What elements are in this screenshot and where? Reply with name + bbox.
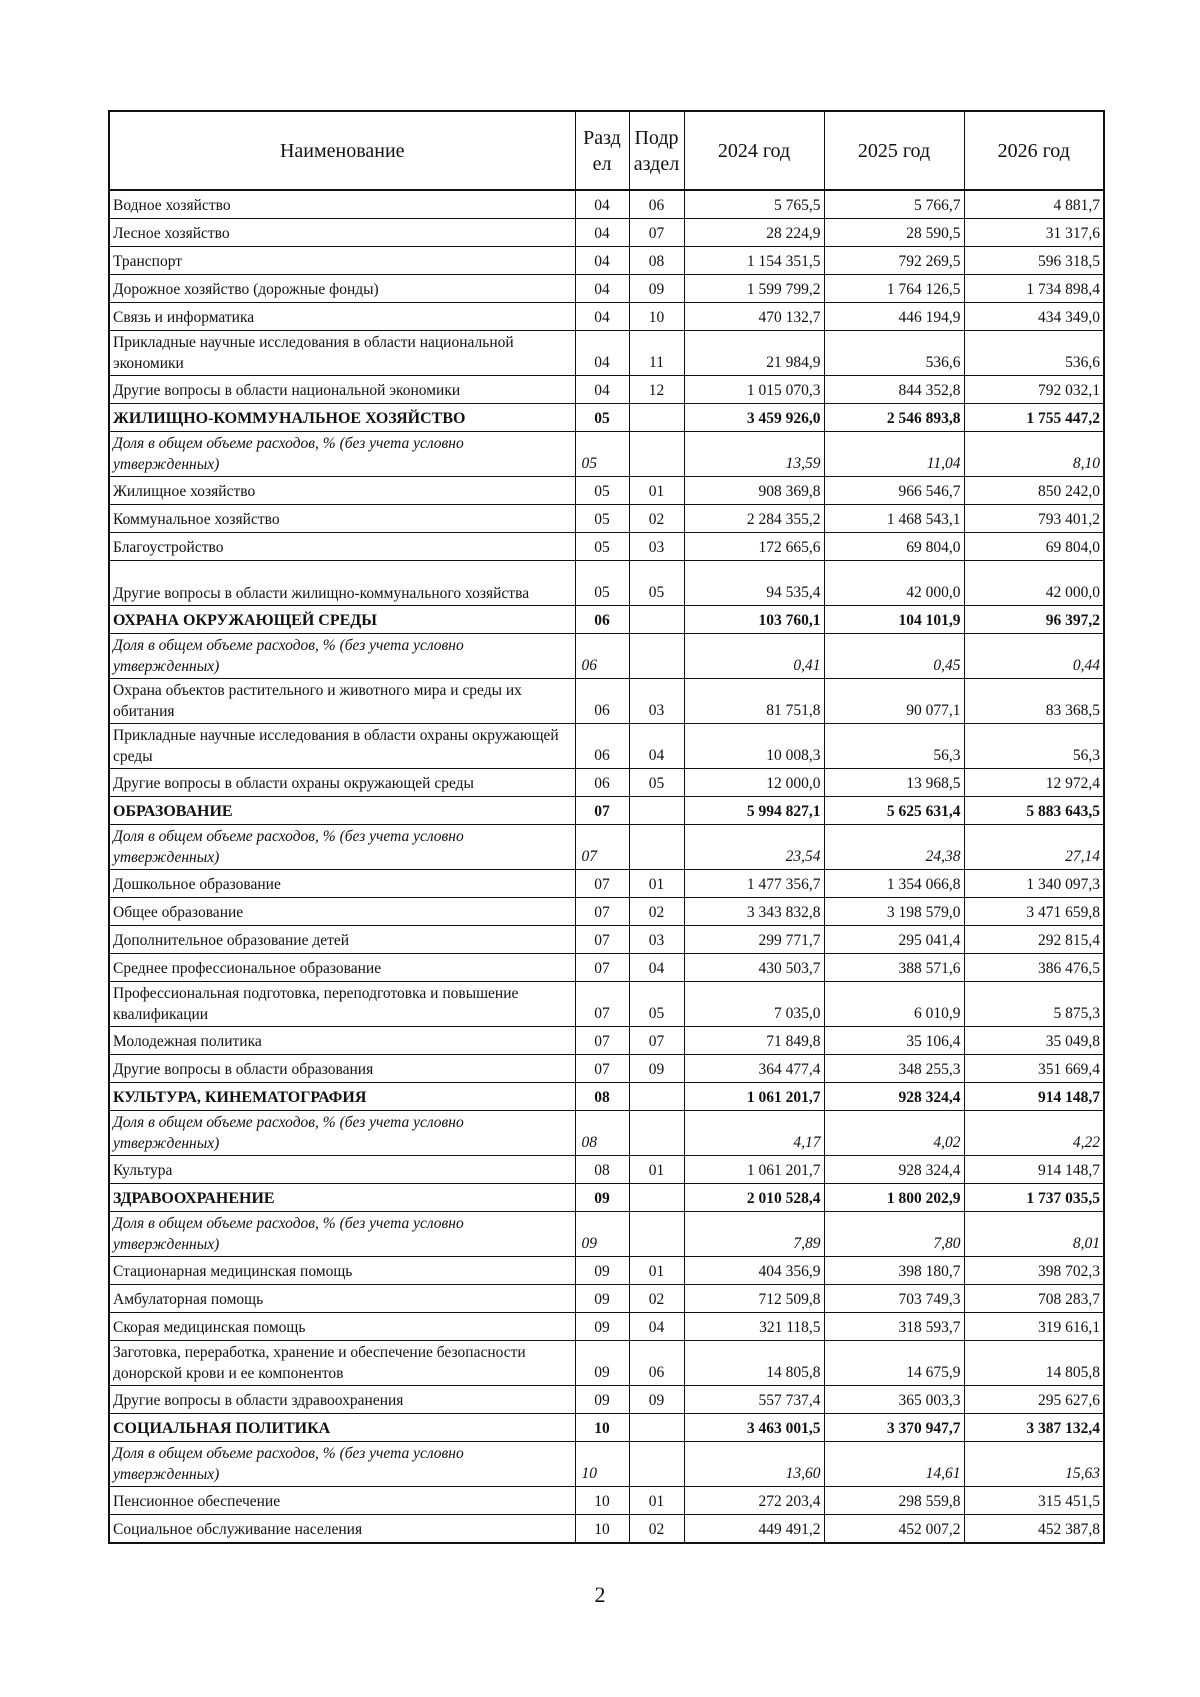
row-section-code: 06: [575, 724, 629, 769]
row-value-2024: 7 035,0: [684, 982, 824, 1027]
row-value-2024: 172 665,6: [684, 533, 824, 561]
row-section-code: 04: [575, 219, 629, 247]
row-value-2026: 452 387,8: [964, 1515, 1104, 1544]
row-value-2025: 3 370 947,7: [824, 1414, 964, 1442]
table-row: [109, 533, 1104, 561]
row-value-2025: 13 968,5: [824, 769, 964, 797]
row-name: Социальное обслуживание населения: [109, 1515, 575, 1544]
table-row: [109, 247, 1104, 275]
row-value-2024: 557 737,4: [684, 1386, 824, 1414]
row-subsection-code: 02: [629, 1285, 684, 1313]
row-subsection-code: 09: [629, 1386, 684, 1414]
row-name: Доля в общем объеме расходов, % (без учета условно утвержденных): [109, 1442, 575, 1487]
row-name: КУЛЬТУРА, КИНЕМАТОГРАФИЯ: [109, 1083, 575, 1111]
row-name: Другие вопросы в области образования: [109, 1055, 575, 1083]
row-value-2026: 4,22: [964, 1111, 1104, 1156]
row-value-2025: 703 749,3: [824, 1285, 964, 1313]
row-subsection-code: 06: [629, 1341, 684, 1386]
row-value-2026: 35 049,8: [964, 1027, 1104, 1055]
row-value-2026: 434 349,0: [964, 303, 1104, 331]
row-value-2024: 7,89: [684, 1212, 824, 1257]
row-value-2024: 13,59: [684, 432, 824, 477]
row-value-2024: 2 010 528,4: [684, 1184, 824, 1212]
row-subsection-code: [629, 1212, 684, 1257]
table-row: [109, 303, 1104, 331]
row-value-2024: 4,17: [684, 1111, 824, 1156]
row-name: Скорая медицинская помощь: [109, 1313, 575, 1341]
row-value-2025: 1 354 066,8: [824, 870, 964, 898]
table-row: [109, 898, 1104, 926]
row-section-code: 10: [575, 1442, 629, 1487]
section-row: [109, 1083, 1104, 1111]
row-value-2024: 81 751,8: [684, 679, 824, 724]
row-subsection-code: 04: [629, 1313, 684, 1341]
row-value-2025: 14 675,9: [824, 1341, 964, 1386]
row-section-code: 09: [575, 1257, 629, 1285]
row-name: Другие вопросы в области жилищно-коммунального хозяйства: [109, 561, 575, 606]
row-value-2025: 5 766,7: [824, 190, 964, 219]
row-value-2024: 3 459 926,0: [684, 404, 824, 432]
row-name: Прикладные научные исследования в области национальной экономики: [109, 331, 575, 376]
row-value-2024: 1 154 351,5: [684, 247, 824, 275]
row-value-2025: 844 352,8: [824, 376, 964, 404]
row-value-2026: 351 669,4: [964, 1055, 1104, 1083]
table-row: [109, 477, 1104, 505]
row-section-code: 05: [575, 533, 629, 561]
table-row: [109, 219, 1104, 247]
row-subsection-code: [629, 1083, 684, 1111]
table-row: [109, 926, 1104, 954]
row-subsection-code: 01: [629, 1257, 684, 1285]
table-row: [109, 1285, 1104, 1313]
row-section-code: 04: [575, 247, 629, 275]
row-subsection-code: [629, 1442, 684, 1487]
row-section-code: 07: [575, 898, 629, 926]
share-row: [109, 634, 1104, 679]
row-value-2024: 1 477 356,7: [684, 870, 824, 898]
row-value-2025: 1 764 126,5: [824, 275, 964, 303]
row-value-2026: 1 755 447,2: [964, 404, 1104, 432]
row-value-2024: 13,60: [684, 1442, 824, 1487]
section-row: [109, 404, 1104, 432]
row-value-2025: 35 106,4: [824, 1027, 964, 1055]
row-value-2024: 71 849,8: [684, 1027, 824, 1055]
row-section-code: 09: [575, 1313, 629, 1341]
row-name: Связь и информатика: [109, 303, 575, 331]
row-section-code: 05: [575, 561, 629, 606]
section-row: [109, 1414, 1104, 1442]
row-value-2026: 398 702,3: [964, 1257, 1104, 1285]
row-value-2024: 10 008,3: [684, 724, 824, 769]
row-section-code: 08: [575, 1111, 629, 1156]
row-subsection-code: [629, 1184, 684, 1212]
row-subsection-code: 05: [629, 982, 684, 1027]
row-subsection-code: [629, 606, 684, 634]
header-subsection: Подр аздел: [629, 111, 684, 190]
table-row: [109, 954, 1104, 982]
row-value-2024: 5 765,5: [684, 190, 824, 219]
row-value-2026: 708 283,7: [964, 1285, 1104, 1313]
row-value-2026: 31 317,6: [964, 219, 1104, 247]
row-value-2026: 8,10: [964, 432, 1104, 477]
row-section-code: 06: [575, 769, 629, 797]
row-name: ОХРАНА ОКРУЖАЮЩЕЙ СРЕДЫ: [109, 606, 575, 634]
share-row: [109, 825, 1104, 870]
section-row: [109, 606, 1104, 634]
row-subsection-code: 02: [629, 898, 684, 926]
row-value-2024: 0,41: [684, 634, 824, 679]
row-section-code: 07: [575, 982, 629, 1027]
row-subsection-code: [629, 825, 684, 870]
row-value-2025: 1 468 543,1: [824, 505, 964, 533]
row-value-2026: 83 368,5: [964, 679, 1104, 724]
row-name: Дорожное хозяйство (дорожные фонды): [109, 275, 575, 303]
row-value-2025: 28 590,5: [824, 219, 964, 247]
row-subsection-code: 07: [629, 1027, 684, 1055]
row-subsection-code: 08: [629, 247, 684, 275]
row-value-2024: 2 284 355,2: [684, 505, 824, 533]
row-value-2026: 596 318,5: [964, 247, 1104, 275]
row-name: Другие вопросы в области охраны окружающей среды: [109, 769, 575, 797]
share-row: [109, 432, 1104, 477]
share-row: [109, 1442, 1104, 1487]
row-section-code: 07: [575, 870, 629, 898]
row-section-code: 05: [575, 477, 629, 505]
row-name: Другие вопросы в области национальной экономики: [109, 376, 575, 404]
row-value-2026: 69 804,0: [964, 533, 1104, 561]
row-value-2025: 4,02: [824, 1111, 964, 1156]
row-value-2025: 104 101,9: [824, 606, 964, 634]
row-name: ЖИЛИЩНО-КОММУНАЛЬНОЕ ХОЗЯЙСТВО: [109, 404, 575, 432]
row-section-code: 10: [575, 1515, 629, 1544]
budget-table: [108, 110, 1105, 1544]
row-name: Доля в общем объеме расходов, % (без учета условно утвержденных): [109, 432, 575, 477]
row-section-code: 09: [575, 1285, 629, 1313]
row-value-2026: 27,14: [964, 825, 1104, 870]
row-name: Амбулаторная помощь: [109, 1285, 575, 1313]
row-value-2024: 94 535,4: [684, 561, 824, 606]
table-row: [109, 1257, 1104, 1285]
row-value-2024: 272 203,4: [684, 1487, 824, 1515]
row-value-2025: 6 010,9: [824, 982, 964, 1027]
row-section-code: 07: [575, 1055, 629, 1083]
row-subsection-code: 02: [629, 505, 684, 533]
row-section-code: 09: [575, 1386, 629, 1414]
row-name: Доля в общем объеме расходов, % (без учета условно утвержденных): [109, 825, 575, 870]
share-row: [109, 1111, 1104, 1156]
row-value-2026: 96 397,2: [964, 606, 1104, 634]
row-subsection-code: [629, 634, 684, 679]
row-value-2026: 850 242,0: [964, 477, 1104, 505]
row-section-code: 04: [575, 331, 629, 376]
row-value-2024: 3 463 001,5: [684, 1414, 824, 1442]
row-value-2025: 56,3: [824, 724, 964, 769]
row-value-2026: 1 737 035,5: [964, 1184, 1104, 1212]
row-value-2025: 2 546 893,8: [824, 404, 964, 432]
row-name: Молодежная политика: [109, 1027, 575, 1055]
row-name: ЗДРАВООХРАНЕНИЕ: [109, 1184, 575, 1212]
row-name: Доля в общем объеме расходов, % (без учета условно утвержденных): [109, 634, 575, 679]
header-year-2026: 2026 год: [964, 111, 1104, 190]
row-subsection-code: 02: [629, 1515, 684, 1544]
row-subsection-code: 01: [629, 870, 684, 898]
row-value-2026: 12 972,4: [964, 769, 1104, 797]
row-name: Транспорт: [109, 247, 575, 275]
page-number: 2: [594, 1582, 606, 1607]
row-value-2024: 21 984,9: [684, 331, 824, 376]
header-name: Наименование: [109, 111, 575, 190]
row-value-2025: 295 041,4: [824, 926, 964, 954]
row-value-2025: 11,04: [824, 432, 964, 477]
row-value-2025: 14,61: [824, 1442, 964, 1487]
row-value-2024: 28 224,9: [684, 219, 824, 247]
row-value-2024: 430 503,7: [684, 954, 824, 982]
row-subsection-code: 03: [629, 533, 684, 561]
table-row: [109, 190, 1104, 219]
row-subsection-code: 05: [629, 561, 684, 606]
section-row: [109, 797, 1104, 825]
row-value-2024: 1 015 070,3: [684, 376, 824, 404]
row-value-2025: 388 571,6: [824, 954, 964, 982]
table-row: [109, 982, 1104, 1027]
row-subsection-code: 09: [629, 1055, 684, 1083]
row-name: Профессиональная подготовка, переподготовка и повышение квалификации: [109, 982, 575, 1027]
row-value-2024: 3 343 832,8: [684, 898, 824, 926]
row-section-code: 07: [575, 1027, 629, 1055]
row-subsection-code: 10: [629, 303, 684, 331]
row-value-2026: 386 476,5: [964, 954, 1104, 982]
row-value-2024: 1 061 201,7: [684, 1156, 824, 1184]
row-section-code: 06: [575, 606, 629, 634]
row-section-code: 04: [575, 275, 629, 303]
table-row: [109, 505, 1104, 533]
row-section-code: 05: [575, 505, 629, 533]
row-section-code: 07: [575, 797, 629, 825]
header-year-2024: 2024 год: [684, 111, 824, 190]
row-name: Пенсионное обеспечение: [109, 1487, 575, 1515]
row-value-2026: 792 032,1: [964, 376, 1104, 404]
row-section-code: 05: [575, 404, 629, 432]
row-value-2025: 928 324,4: [824, 1156, 964, 1184]
row-section-code: 04: [575, 376, 629, 404]
row-value-2024: 23,54: [684, 825, 824, 870]
row-subsection-code: 01: [629, 477, 684, 505]
row-value-2025: 452 007,2: [824, 1515, 964, 1544]
row-section-code: 08: [575, 1156, 629, 1184]
row-value-2024: 14 805,8: [684, 1341, 824, 1386]
row-value-2024: 364 477,4: [684, 1055, 824, 1083]
table-row: [109, 1055, 1104, 1083]
row-value-2024: 1 599 799,2: [684, 275, 824, 303]
table-row: [109, 376, 1104, 404]
row-subsection-code: [629, 432, 684, 477]
table-row: [109, 1027, 1104, 1055]
row-value-2024: 449 491,2: [684, 1515, 824, 1544]
row-value-2026: 15,63: [964, 1442, 1104, 1487]
table-header: [109, 111, 1104, 190]
row-value-2025: 1 800 202,9: [824, 1184, 964, 1212]
header-section: Разд ел: [575, 111, 629, 190]
row-section-code: 07: [575, 825, 629, 870]
row-section-code: 09: [575, 1212, 629, 1257]
row-value-2024: 908 369,8: [684, 477, 824, 505]
header-year-2025: 2025 год: [824, 111, 964, 190]
row-name: Благоустройство: [109, 533, 575, 561]
row-value-2026: 8,01: [964, 1212, 1104, 1257]
row-value-2026: 914 148,7: [964, 1083, 1104, 1111]
row-subsection-code: [629, 1111, 684, 1156]
row-subsection-code: 03: [629, 679, 684, 724]
row-value-2026: 0,44: [964, 634, 1104, 679]
row-value-2024: 103 760,1: [684, 606, 824, 634]
section-row: [109, 1184, 1104, 1212]
row-subsection-code: 01: [629, 1156, 684, 1184]
row-value-2024: 1 061 201,7: [684, 1083, 824, 1111]
row-value-2026: 793 401,2: [964, 505, 1104, 533]
row-value-2025: 536,6: [824, 331, 964, 376]
row-section-code: 04: [575, 303, 629, 331]
row-value-2025: 318 593,7: [824, 1313, 964, 1341]
row-value-2024: 321 118,5: [684, 1313, 824, 1341]
row-subsection-code: [629, 797, 684, 825]
row-value-2025: 298 559,8: [824, 1487, 964, 1515]
row-value-2025: 348 255,3: [824, 1055, 964, 1083]
row-value-2025: 69 804,0: [824, 533, 964, 561]
row-section-code: 05: [575, 432, 629, 477]
table-row: [109, 275, 1104, 303]
row-subsection-code: 04: [629, 724, 684, 769]
row-name: Среднее профессиональное образование: [109, 954, 575, 982]
row-value-2024: 712 509,8: [684, 1285, 824, 1313]
row-name: ОБРАЗОВАНИЕ: [109, 797, 575, 825]
row-value-2026: 319 616,1: [964, 1313, 1104, 1341]
row-value-2024: 404 356,9: [684, 1257, 824, 1285]
row-section-code: 08: [575, 1083, 629, 1111]
row-value-2026: 3 471 659,8: [964, 898, 1104, 926]
row-value-2024: 5 994 827,1: [684, 797, 824, 825]
row-value-2025: 5 625 631,4: [824, 797, 964, 825]
row-section-code: 06: [575, 634, 629, 679]
share-row: [109, 1212, 1104, 1257]
row-value-2026: 5 883 643,5: [964, 797, 1104, 825]
row-subsection-code: 03: [629, 926, 684, 954]
table-row: [109, 679, 1104, 724]
row-subsection-code: 01: [629, 1487, 684, 1515]
row-name: Культура: [109, 1156, 575, 1184]
row-name: Прикладные научные исследования в области охраны окружающей среды: [109, 724, 575, 769]
row-value-2025: 7,80: [824, 1212, 964, 1257]
row-section-code: 06: [575, 679, 629, 724]
row-value-2026: 56,3: [964, 724, 1104, 769]
row-name: Доля в общем объеме расходов, % (без учета условно утвержденных): [109, 1212, 575, 1257]
row-name: Доля в общем объеме расходов, % (без учета условно утвержденных): [109, 1111, 575, 1156]
row-section-code: 09: [575, 1184, 629, 1212]
row-value-2026: 1 734 898,4: [964, 275, 1104, 303]
table-row: [109, 1515, 1104, 1544]
row-subsection-code: 04: [629, 954, 684, 982]
row-value-2025: 966 546,7: [824, 477, 964, 505]
header-row: [109, 111, 1104, 190]
row-value-2026: 1 340 097,3: [964, 870, 1104, 898]
row-value-2026: 14 805,8: [964, 1341, 1104, 1386]
row-name: Заготовка, переработка, хранение и обеспечение безопасности донорской крови и ее компонентов: [109, 1341, 575, 1386]
table-row: [109, 724, 1104, 769]
row-value-2025: 42 000,0: [824, 561, 964, 606]
table-row: [109, 870, 1104, 898]
row-value-2024: 12 000,0: [684, 769, 824, 797]
row-value-2025: 3 198 579,0: [824, 898, 964, 926]
table-row: [109, 1341, 1104, 1386]
row-value-2024: 470 132,7: [684, 303, 824, 331]
row-value-2026: 5 875,3: [964, 982, 1104, 1027]
row-subsection-code: [629, 1414, 684, 1442]
row-value-2026: 295 627,6: [964, 1386, 1104, 1414]
table-row: [109, 1156, 1104, 1184]
row-name: Лесное хозяйство: [109, 219, 575, 247]
row-value-2026: 3 387 132,4: [964, 1414, 1104, 1442]
row-value-2025: 398 180,7: [824, 1257, 964, 1285]
row-value-2025: 928 324,4: [824, 1083, 964, 1111]
row-value-2025: 0,45: [824, 634, 964, 679]
row-value-2026: 315 451,5: [964, 1487, 1104, 1515]
table-row: [109, 1487, 1104, 1515]
row-section-code: 07: [575, 954, 629, 982]
row-value-2025: 90 077,1: [824, 679, 964, 724]
row-value-2026: 42 000,0: [964, 561, 1104, 606]
row-subsection-code: 06: [629, 190, 684, 219]
row-name: Дошкольное образование: [109, 870, 575, 898]
row-value-2025: 365 003,3: [824, 1386, 964, 1414]
row-name: Жилищное хозяйство: [109, 477, 575, 505]
row-value-2025: 792 269,5: [824, 247, 964, 275]
table-row: [109, 769, 1104, 797]
row-name: Дополнительное образование детей: [109, 926, 575, 954]
row-name: Коммунальное хозяйство: [109, 505, 575, 533]
row-subsection-code: 09: [629, 275, 684, 303]
row-value-2026: 914 148,7: [964, 1156, 1104, 1184]
row-value-2026: 4 881,7: [964, 190, 1104, 219]
table-row: [109, 331, 1104, 376]
table-row: [109, 1386, 1104, 1414]
row-section-code: 07: [575, 926, 629, 954]
table-row: [109, 561, 1104, 606]
row-name: Водное хозяйство: [109, 190, 575, 219]
row-section-code: 10: [575, 1414, 629, 1442]
row-subsection-code: 05: [629, 769, 684, 797]
row-subsection-code: 12: [629, 376, 684, 404]
row-name: Охрана объектов растительного и животного мира и среды их обитания: [109, 679, 575, 724]
row-subsection-code: 07: [629, 219, 684, 247]
row-value-2024: 299 771,7: [684, 926, 824, 954]
row-name: Общее образование: [109, 898, 575, 926]
row-name: Стационарная медицинская помощь: [109, 1257, 575, 1285]
table-row: [109, 1313, 1104, 1341]
row-value-2025: 446 194,9: [824, 303, 964, 331]
row-subsection-code: [629, 404, 684, 432]
row-value-2026: 292 815,4: [964, 926, 1104, 954]
row-value-2026: 536,6: [964, 331, 1104, 376]
row-value-2025: 24,38: [824, 825, 964, 870]
row-name: СОЦИАЛЬНАЯ ПОЛИТИКА: [109, 1414, 575, 1442]
row-section-code: 09: [575, 1341, 629, 1386]
row-section-code: 04: [575, 190, 629, 219]
row-name: Другие вопросы в области здравоохранения: [109, 1386, 575, 1414]
table-body: [109, 190, 1104, 1543]
row-section-code: 10: [575, 1487, 629, 1515]
row-subsection-code: 11: [629, 331, 684, 376]
